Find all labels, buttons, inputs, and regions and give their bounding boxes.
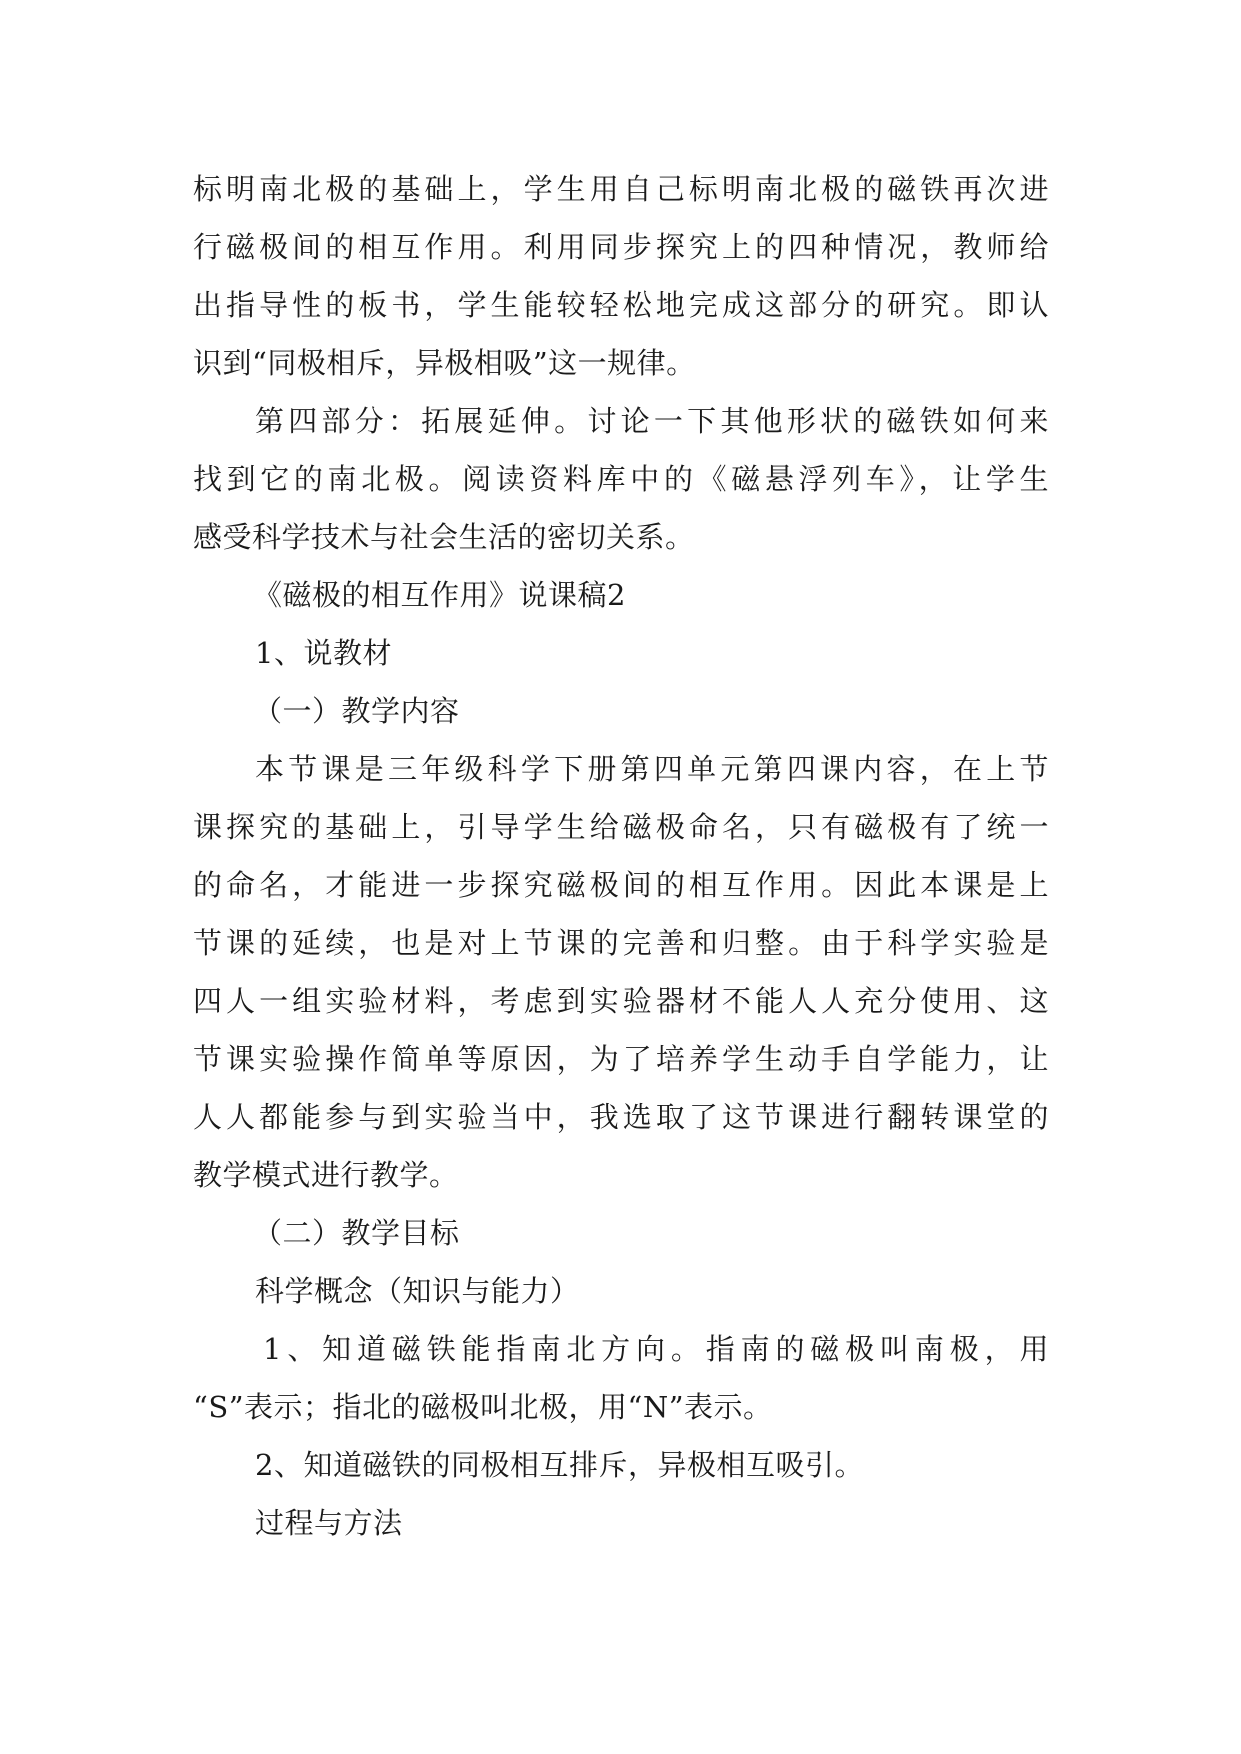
- paragraph-line: 标明南北极的基础上，学生用自己标明南北极的磁铁再次进: [193, 172, 1049, 206]
- list-item: 1、知道磁铁能指南北方向。指南的磁极叫南极，用: [263, 1332, 1049, 1366]
- paragraph-line: 识到“同极相斥，异极相吸”这一规律。: [193, 346, 696, 380]
- document-body: [193, 160, 1049, 1552]
- paragraph-line: 感受科学技术与社会生活的密切关系。: [193, 520, 695, 554]
- subheading: 过程与方法: [255, 1506, 403, 1540]
- paragraph-line: 节课实验操作简单等原因，为了培养学生动手自学能力，让: [193, 1042, 1049, 1076]
- paragraph-line: 教学模式进行教学。: [193, 1158, 459, 1192]
- paragraph-line: 本节课是三年级科学下册第四单元第四课内容，在上节: [255, 752, 1049, 786]
- paragraph-line: 人人都能参与到实验当中，我选取了这节课进行翻转课堂的: [193, 1100, 1049, 1134]
- heading-2: （一）教学内容: [253, 694, 460, 728]
- subheading: 科学概念（知识与能力）: [255, 1274, 580, 1308]
- section-title: 《磁极的相互作用》说课稿2: [253, 578, 626, 612]
- heading-1: 1、说教材: [255, 636, 392, 670]
- heading-2: （二）教学目标: [253, 1216, 460, 1250]
- list-item: 2、知道磁铁的同极相互排斥，异极相互吸引。: [255, 1448, 864, 1482]
- paragraph-line: 找到它的南北极。阅读资料库中的《磁悬浮列车》，让学生: [193, 462, 1049, 496]
- list-item-continued: “S”表示；指北的磁极叫北极，用“N”表示。: [193, 1390, 773, 1424]
- paragraph-line: 的命名，才能进一步探究磁极间的相互作用。因此本课是上: [193, 868, 1049, 902]
- paragraph-line: 四人一组实验材料，考虑到实验器材不能人人充分使用、这: [193, 984, 1049, 1018]
- paragraph-line: 课探究的基础上，引导学生给磁极命名，只有磁极有了统一: [193, 810, 1049, 844]
- paragraph-line: 行磁极间的相互作用。利用同步探究上的四种情况，教师给: [193, 230, 1049, 264]
- paragraph-line: 第四部分：拓展延伸。讨论一下其他形状的磁铁如何来: [255, 404, 1049, 438]
- paragraph-line: 出指导性的板书，学生能较轻松地完成这部分的研究。即认: [193, 288, 1049, 322]
- paragraph-line: 节课的延续，也是对上节课的完善和归整。由于科学实验是: [193, 926, 1049, 960]
